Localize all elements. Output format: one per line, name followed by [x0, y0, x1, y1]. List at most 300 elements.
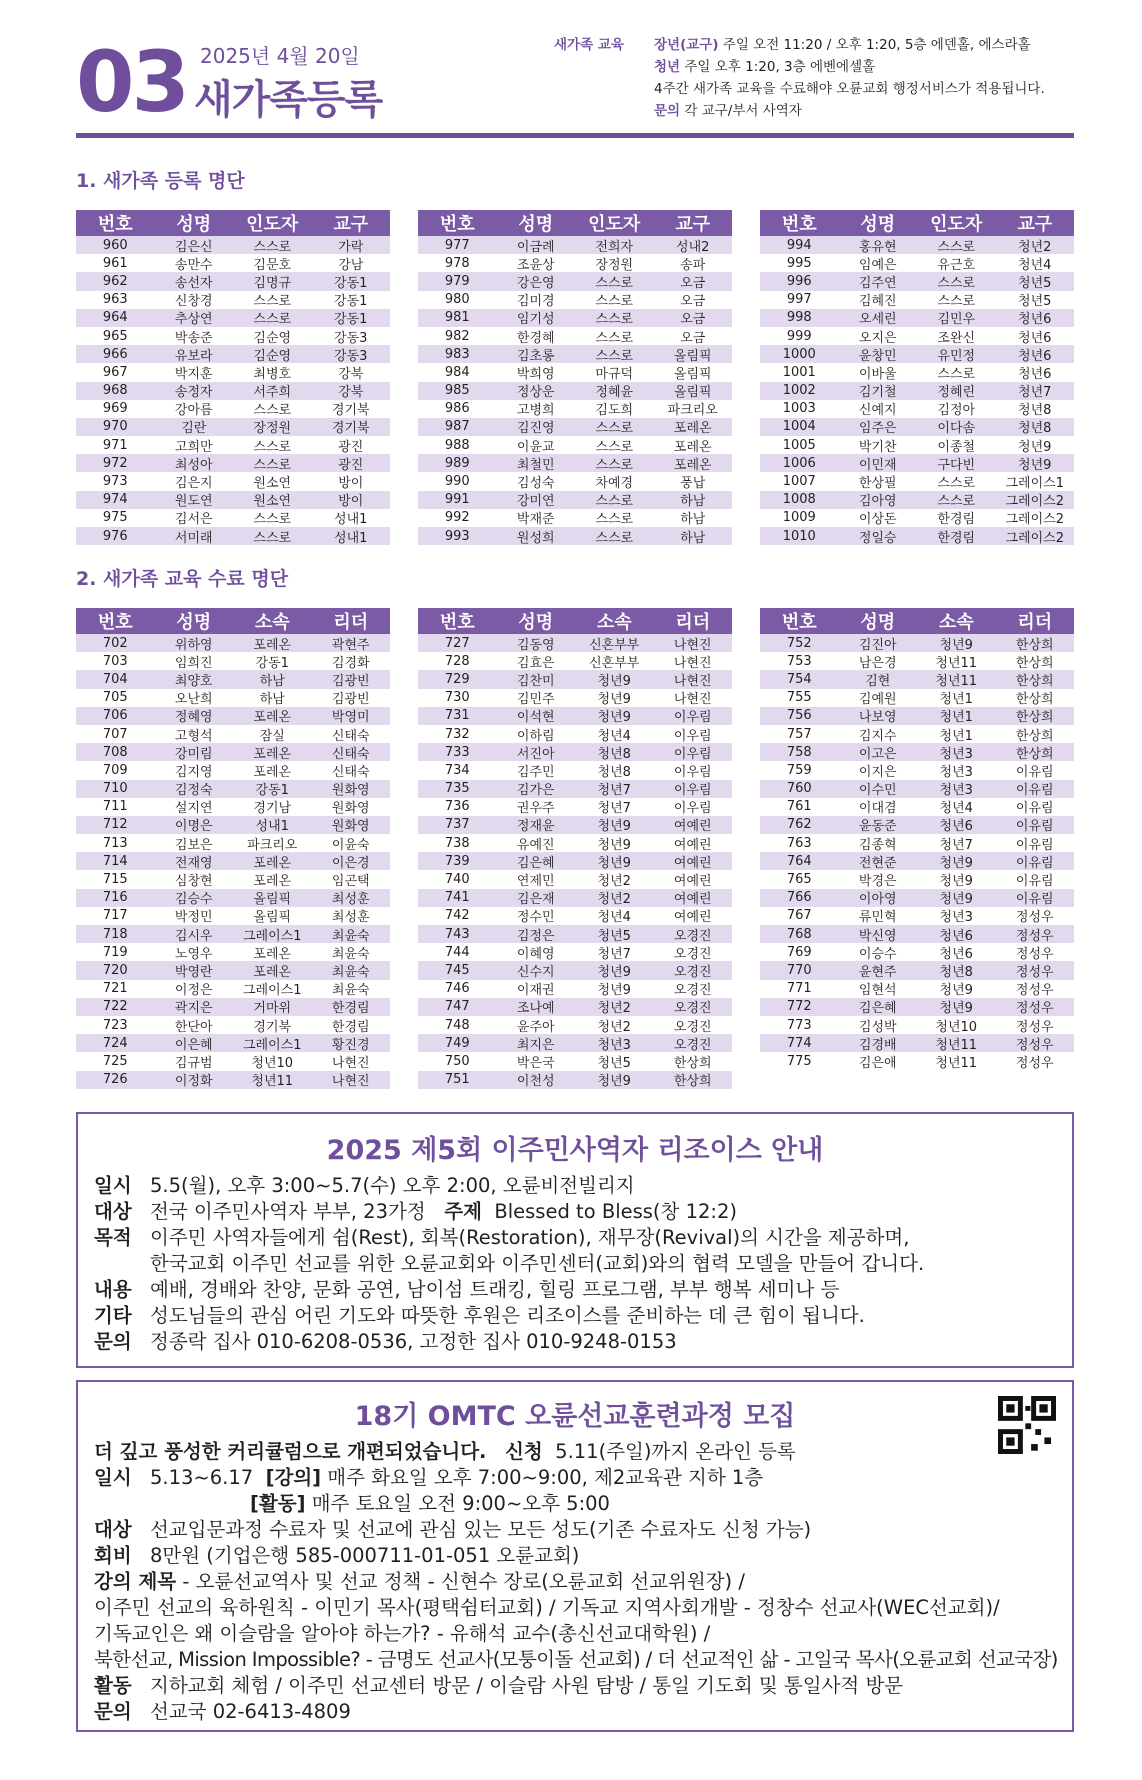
table-cell: 한경혜	[516, 330, 555, 346]
table-cell: 정재윤	[516, 819, 555, 835]
table-row	[418, 527, 732, 545]
table-cell: 정수민	[516, 910, 555, 926]
table-cell: 이유림	[1015, 837, 1054, 853]
table-cell: 스스로	[253, 530, 292, 546]
table-cell: 711	[102, 799, 128, 815]
table-cell: 청년4	[939, 801, 973, 817]
table-header	[760, 210, 1074, 236]
table-row	[418, 291, 732, 309]
table-cell: 이석현	[516, 710, 555, 726]
rejoice-contact-key: 문의	[94, 1330, 132, 1353]
table-row	[418, 418, 732, 436]
table-cell: 오경진	[673, 1001, 712, 1017]
table-cell: 연제민	[516, 874, 555, 890]
header-cell: 번호	[781, 612, 817, 633]
table-row	[418, 925, 732, 943]
table-row	[418, 998, 732, 1016]
table-row	[760, 272, 1074, 290]
table-cell: 스스로	[937, 366, 976, 382]
table-row	[418, 652, 732, 670]
table-cell: 전재영	[174, 855, 213, 871]
table-cell: 나현진	[673, 673, 712, 689]
table-cell: 스스로	[937, 294, 976, 310]
omtc-date-range: 5.13~6.17	[150, 1466, 254, 1489]
table-cell: 오난희	[174, 692, 213, 708]
section1-title: 1. 새가족 등록 명단	[76, 170, 245, 192]
table-cell: 1003	[782, 401, 816, 417]
table-cell: 청년6	[939, 928, 973, 944]
header-cell: 성명	[860, 214, 896, 235]
table-cell: 김진영	[516, 421, 555, 437]
table-cell: 강동1	[334, 312, 368, 328]
table-cell: 969	[102, 401, 128, 417]
table-cell: 청년3	[939, 746, 973, 762]
table-cell: 최윤숙	[331, 964, 370, 980]
table-cell: 이유림	[1015, 892, 1054, 908]
table-row	[760, 382, 1074, 400]
rejoice-purpose-2: 한국교회 이주민 선교를 위한 오륜교회와 이주민센터(교회)와의 협력 모델을 만들어 갑니다.	[150, 1252, 925, 1275]
table-cell: 청년7	[939, 837, 973, 853]
table-cell: 이은경	[331, 855, 370, 871]
table-cell: 하남	[680, 512, 706, 528]
table-cell: 754	[786, 671, 812, 687]
table-cell: 청년1	[939, 692, 973, 708]
table-cell: 그레이스1	[242, 983, 302, 999]
section2-table-2	[418, 608, 732, 1089]
table-cell: 김은혜	[858, 1001, 897, 1017]
table-row	[76, 491, 390, 509]
table-cell: 712	[102, 817, 128, 833]
table-cell: 768	[786, 926, 812, 942]
header-cell: 성명	[176, 612, 212, 633]
table-row	[418, 1034, 732, 1052]
table-cell: 스스로	[253, 403, 292, 419]
table-cell: 포레온	[673, 421, 712, 437]
table-cell: 973	[102, 474, 128, 490]
table-cell: 한경림	[331, 1019, 370, 1035]
table-cell: 강동3	[334, 330, 368, 346]
table-row	[76, 1052, 390, 1070]
header-cell: 번호	[781, 214, 817, 235]
table-cell: 737	[444, 817, 470, 833]
table-cell: 청년11	[935, 655, 978, 671]
table-cell: 이다솜	[937, 421, 976, 437]
table-cell: 청년9	[597, 964, 631, 980]
table-row	[760, 491, 1074, 509]
omtc-activities: 지하교회 체험 / 이주민 선교센터 방문 / 이슬람 사원 탐방 / 통일 기도회 및 통일사적 방문	[150, 1674, 904, 1697]
table-cell: 김정아	[937, 403, 976, 419]
table-cell: 김규범	[174, 1055, 213, 1071]
table-row	[760, 1016, 1074, 1034]
table-cell: 신수지	[516, 964, 555, 980]
table-cell: 757	[786, 726, 812, 742]
table-cell: 773	[786, 1017, 812, 1033]
table-cell: 청년2	[597, 1001, 631, 1017]
table-cell: 나현진	[331, 1074, 370, 1090]
table-row	[418, 889, 732, 907]
table-cell: 곽지은	[174, 1001, 213, 1017]
table-cell: 1009	[782, 510, 816, 526]
table-cell: 성내1	[334, 512, 368, 528]
table-cell: 하남	[680, 530, 706, 546]
table-cell: 770	[786, 962, 812, 978]
table-row	[418, 436, 732, 454]
table-cell: 756	[786, 708, 812, 724]
table-row	[418, 472, 732, 490]
table-cell: 713	[102, 835, 128, 851]
header-cell: 인도자	[246, 214, 299, 235]
table-cell: 신혼부부	[589, 637, 640, 653]
table-cell: 김예원	[858, 692, 897, 708]
table-cell: 984	[444, 364, 470, 380]
table-cell: 윤현주	[858, 964, 897, 980]
table-row	[76, 254, 390, 272]
table-cell: 스스로	[937, 494, 976, 510]
table-cell: 이대겸	[858, 801, 897, 817]
table-cell: 박정민	[174, 910, 213, 926]
omtc-lecture-1: - 오륜선교역사 및 선교 정책 - 신현수 장로(오륜교회 선교위원장) /	[182, 1570, 745, 1593]
table-cell: 나현진	[673, 692, 712, 708]
table-cell: 올림픽	[673, 348, 712, 364]
table-cell: 포레온	[253, 855, 292, 871]
table-cell: 올림픽	[253, 892, 292, 908]
table-cell: 김문호	[253, 257, 292, 273]
rejoice-date: 5.5(월), 오후 3:00~5.7(수) 오후 2:00, 오륜비전빌리지	[150, 1174, 635, 1197]
table-cell: 이수민	[858, 783, 897, 799]
table-cell: 743	[444, 926, 470, 942]
table-cell: 파크리오	[667, 403, 718, 419]
table-cell: 청년6	[1018, 330, 1052, 346]
table-row	[418, 1052, 732, 1070]
table-cell: 993	[444, 528, 470, 544]
rejoice-content-key: 내용	[94, 1278, 132, 1301]
table-row	[760, 652, 1074, 670]
table-cell: 위하영	[174, 637, 213, 653]
table-cell: 올림픽	[253, 910, 292, 926]
table-cell: 강은영	[516, 275, 555, 291]
table-cell: 청년2	[1018, 239, 1052, 255]
table-cell: 스스로	[253, 239, 292, 255]
table-row	[760, 345, 1074, 363]
table-row	[760, 670, 1074, 688]
table-row	[418, 834, 732, 852]
omtc-activity-key: [활동]	[250, 1492, 306, 1515]
table-cell: 한상희	[673, 1055, 712, 1071]
table-cell: 한경림	[937, 530, 976, 546]
table-cell: 청년8	[939, 964, 973, 980]
table-cell: 최성아	[174, 457, 213, 473]
table-cell: 755	[786, 690, 812, 706]
table-cell: 966	[102, 346, 128, 362]
table-row	[418, 327, 732, 345]
table-cell: 이유림	[1015, 855, 1054, 871]
table-cell: 960	[102, 237, 128, 253]
omtc-title: 18기 OMTC 오륜선교훈련과정 모집	[354, 1401, 796, 1432]
table-cell: 김민우	[937, 312, 976, 328]
table-header	[418, 608, 732, 634]
table-cell: 임곤택	[331, 874, 370, 890]
table-header	[76, 608, 390, 634]
table-row	[76, 1034, 390, 1052]
edu-label: 새가족 교육	[554, 37, 624, 53]
table-row	[76, 834, 390, 852]
table-cell: 729	[444, 671, 470, 687]
table-cell: 강동1	[255, 783, 289, 799]
table-cell: 963	[102, 292, 128, 308]
table-cell: 714	[102, 853, 128, 869]
table-cell: 1008	[782, 492, 816, 508]
table-cell: 성내2	[676, 239, 710, 255]
table-cell: 풍납	[680, 476, 706, 492]
table-cell: 김현	[865, 673, 891, 689]
table-cell: 스스로	[937, 275, 976, 291]
table-row	[76, 925, 390, 943]
table-cell: 박지훈	[174, 366, 213, 382]
table-cell: 청년4	[597, 728, 631, 744]
header-cell: 소속	[938, 612, 974, 633]
table-cell: 이우림	[673, 764, 712, 780]
table-cell: 신태숙	[331, 764, 370, 780]
table-cell: 추상연	[174, 312, 213, 328]
table-row	[760, 925, 1074, 943]
table-cell: 김종혁	[858, 837, 897, 853]
table-cell: 이금례	[516, 239, 555, 255]
table-cell: 스스로	[595, 530, 634, 546]
table-cell: 983	[444, 346, 470, 362]
table-cell: 974	[102, 492, 128, 508]
table-cell: 강미림	[174, 746, 213, 762]
table-cell: 전희자	[595, 239, 634, 255]
table-cell: 송정자	[174, 385, 213, 401]
table-cell: 이우림	[673, 728, 712, 744]
table-row	[76, 998, 390, 1016]
table-cell: 1000	[782, 346, 816, 362]
table-cell: 982	[444, 328, 470, 344]
table-cell: 박은국	[516, 1055, 555, 1071]
header-cell: 리더	[1017, 612, 1053, 633]
table-cell: 스스로	[937, 476, 976, 492]
omtc-lecture-3: 기독교인은 왜 이슬람을 알아야 하는가? - 유해석 교수(총신선교대학원) /	[94, 1622, 711, 1645]
table-cell: 원성희	[516, 530, 555, 546]
edu-adult-key: 장년(교구)	[654, 37, 719, 53]
table-cell: 978	[444, 255, 470, 271]
omtc-fee-key: 회비	[94, 1544, 132, 1567]
table-row	[418, 272, 732, 290]
table-cell: 원화영	[331, 783, 370, 799]
table-cell: 991	[444, 492, 470, 508]
table-cell: 청년2	[597, 892, 631, 908]
table-cell: 759	[786, 762, 812, 778]
table-row	[418, 634, 732, 652]
table-cell: 정성우	[1015, 928, 1054, 944]
table-cell: 김순영	[253, 330, 292, 346]
table-cell: 원화영	[331, 801, 370, 817]
table-cell: 스스로	[253, 457, 292, 473]
table-cell: 청년1	[939, 710, 973, 726]
table-row	[418, 491, 732, 509]
table-cell: 그레이스1	[242, 928, 302, 944]
table-cell: 청년10	[251, 1055, 294, 1071]
table-cell: 최윤숙	[331, 946, 370, 962]
section2-table-1	[76, 608, 390, 1089]
table-cell: 976	[102, 528, 128, 544]
omtc-intro: 더 깊고 풍성한 커리큘럼으로 개편되었습니다.	[94, 1440, 487, 1463]
table-cell: 735	[444, 781, 470, 797]
table-row	[76, 707, 390, 725]
omtc-lecture-4: 북한선교, Mission Impossible? - 금명도 선교사(모퉁이돌 선교회) / 더 선교적인 삶 - 고일국 목사(오륜교회 선교국장)	[94, 1648, 1058, 1671]
table-cell: 청년9	[597, 692, 631, 708]
omtc-apply-key: 신청	[505, 1440, 543, 1463]
table-cell: 이정화	[174, 1074, 213, 1090]
omtc-lecture-2: 이주민 선교의 육하원칙 - 이민기 목사(평택쉼터교회) / 기독교 지역사회개발 - 정창수 선교사(WEC선교회)/	[94, 1596, 1000, 1619]
table-cell: 청년5	[1018, 275, 1052, 291]
table-cell: 서미래	[174, 530, 213, 546]
table-cell: 원소연	[253, 494, 292, 510]
table-cell: 990	[444, 474, 470, 490]
table-cell: 김동영	[516, 637, 555, 653]
table-cell: 청년9	[597, 1074, 631, 1090]
table-cell: 오금	[680, 312, 706, 328]
table-cell: 나보영	[858, 710, 897, 726]
table-cell: 김진아	[858, 637, 897, 653]
omtc-target-key: 대상	[94, 1518, 132, 1541]
table-cell: 733	[444, 744, 470, 760]
table-cell: 720	[102, 962, 128, 978]
table-cell: 경기북	[331, 403, 370, 419]
table-cell: 1005	[782, 437, 816, 453]
table-cell: 마규덕	[595, 366, 634, 382]
table-cell: 이유림	[1015, 874, 1054, 890]
table-cell: 정성우	[1015, 1019, 1054, 1035]
table-cell: 오경진	[673, 946, 712, 962]
table-cell: 고형석	[174, 728, 213, 744]
table-cell: 971	[102, 437, 128, 453]
table-cell: 청년9	[939, 855, 973, 871]
table-row	[418, 400, 732, 418]
table-cell: 포레온	[673, 457, 712, 473]
table-row	[760, 634, 1074, 652]
table-cell: 1007	[782, 474, 816, 490]
table-cell: 719	[102, 944, 128, 960]
table-cell: 이재권	[516, 983, 555, 999]
table-cell: 차예경	[595, 476, 634, 492]
table-row	[760, 291, 1074, 309]
table-cell: 999	[786, 328, 812, 344]
table-cell: 임희진	[174, 655, 213, 671]
table-cell: 정성우	[1015, 910, 1054, 926]
table-row	[76, 400, 390, 418]
header-cell: 번호	[97, 214, 133, 235]
table-cell: 김서은	[174, 512, 213, 528]
table-cell: 김혜진	[858, 294, 897, 310]
omtc-lectures-key: 강의 제목	[94, 1570, 177, 1593]
table-header	[760, 608, 1074, 634]
rejoice-etc: 성도님들의 관심 어린 기도와 따뜻한 후원은 리조이스를 준비하는 데 큰 힘이 됩니다.	[150, 1304, 865, 1327]
table-row	[418, 254, 732, 272]
table-row	[418, 509, 732, 527]
table-cell: 한상희	[1015, 637, 1054, 653]
table-cell: 청년10	[935, 1019, 978, 1035]
table-cell: 올림픽	[673, 366, 712, 382]
table-cell: 박영란	[174, 964, 213, 980]
table-cell: 여예린	[673, 837, 712, 853]
table-row	[760, 852, 1074, 870]
table-cell: 스스로	[595, 512, 634, 528]
table-cell: 정성우	[1015, 946, 1054, 962]
omtc-date-key: 일시	[94, 1466, 132, 1489]
table-row	[76, 743, 390, 761]
table-cell: 한경림	[937, 512, 976, 528]
table-row	[418, 725, 732, 743]
table-cell: 한상희	[1015, 746, 1054, 762]
table-row	[760, 980, 1074, 998]
table-cell: 청년8	[1018, 421, 1052, 437]
table-cell: 718	[102, 926, 128, 942]
table-row	[76, 236, 390, 254]
table-cell: 신예지	[858, 403, 897, 419]
table-cell: 오경진	[673, 964, 712, 980]
table-cell: 청년11	[935, 673, 978, 689]
table-cell: 포레온	[253, 946, 292, 962]
table-cell: 포레온	[253, 874, 292, 890]
table-cell: 청년9	[597, 710, 631, 726]
table-cell: 곽현주	[331, 637, 370, 653]
table-cell: 홍유현	[858, 239, 897, 255]
rejoice-title: 2025 제5회 이주민사역자 리조이스 안내	[326, 1135, 824, 1166]
table-cell: 여예린	[673, 819, 712, 835]
table-cell: 이고은	[858, 746, 897, 762]
table-row	[760, 834, 1074, 852]
table-row	[418, 943, 732, 961]
table-cell: 포레온	[253, 764, 292, 780]
table-cell: 988	[444, 437, 470, 453]
table-row	[76, 961, 390, 979]
table-cell: 경기북	[253, 1019, 292, 1035]
table-cell: 989	[444, 455, 470, 471]
table-cell: 장정원	[595, 257, 634, 273]
table-cell: 스스로	[595, 294, 634, 310]
table-row	[760, 254, 1074, 272]
page-header	[76, 34, 1074, 130]
table-row	[76, 980, 390, 998]
table-row	[418, 816, 732, 834]
table-cell: 742	[444, 908, 470, 924]
table-row	[418, 236, 732, 254]
table-cell: 이하림	[516, 728, 555, 744]
table-cell: 하남	[259, 673, 285, 689]
table-cell: 거마위	[253, 1001, 292, 1017]
table-cell: 한상필	[858, 476, 897, 492]
table-cell: 강동3	[334, 348, 368, 364]
table-cell: 1010	[782, 528, 816, 544]
table-cell: 997	[786, 292, 812, 308]
table-cell: 979	[444, 273, 470, 289]
rejoice-purpose: 이주민 사역자들에게 쉼(Rest), 회복(Restoration), 재무장(Revival)의 시간을 제공하며,	[150, 1226, 910, 1249]
table-cell: 임기성	[516, 312, 555, 328]
table-cell: 정성우	[1015, 983, 1054, 999]
table-cell: 985	[444, 383, 470, 399]
table-cell: 정성우	[1015, 1055, 1054, 1071]
table-row	[418, 1071, 732, 1089]
omtc-apply: 5.11(주일)까지 온라인 등록	[555, 1440, 796, 1463]
table-cell: 김은신	[174, 239, 213, 255]
table-cell: 김찬미	[516, 673, 555, 689]
table-row	[76, 291, 390, 309]
table-cell: 청년6	[939, 946, 973, 962]
table-cell: 나현진	[673, 637, 712, 653]
table-cell: 하남	[259, 692, 285, 708]
table-cell: 김경화	[331, 655, 370, 671]
